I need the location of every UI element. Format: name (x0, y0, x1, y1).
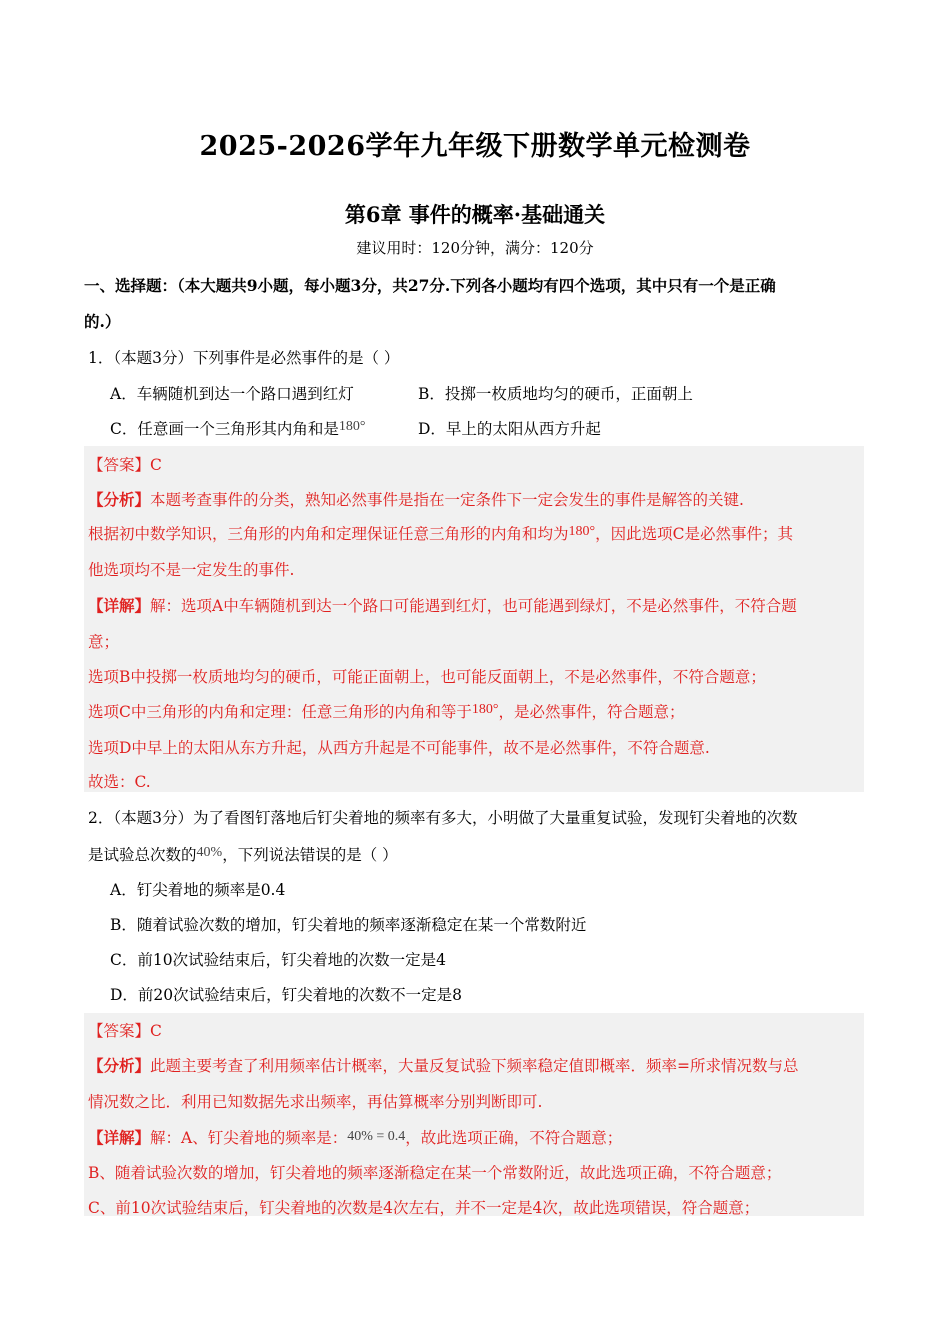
q1-option-b: B．投掷一枚质地均匀的硬币，正面朝上 (418, 385, 693, 403)
q1-detail (88, 594, 797, 616)
q2-detail-1-math: 40% = 0.4 (347, 1129, 406, 1144)
q1-analysis-tag: 【分析】 (88, 490, 151, 509)
q2-option-c: C．前10次试验结束后，钉尖着地的次数一定是4 (110, 951, 446, 969)
q1-conclusion: 故选：C. (88, 773, 151, 791)
q2-answer: 【答案】C (88, 1022, 162, 1040)
q2-stem-math: 40% (196, 845, 223, 860)
q2-analysis (88, 1054, 799, 1076)
q2-detail-tag: 【详解】 (88, 1128, 151, 1147)
q1-analysis-2 (88, 522, 793, 544)
section-heading-cont: 的.） (84, 312, 121, 331)
q2-stem-2b: ，下列说法错误的是（ ） (222, 846, 398, 864)
q1-detail-3a: 选项C中三角形的内角和定理：任意三角形的内角和等于 (88, 703, 472, 721)
q1-detail-4: 选项D中早上的太阳从东方升起，从西方升起是不可能事件，故不是必然事件，不符合题意. (88, 739, 710, 757)
page-title: 2025-2026学年九年级下册数学单元检测卷 (199, 131, 751, 162)
q2-detail-3: C、前10次试验结束后，钉尖着地的次数是4次左右，并不一定是4次，故此选项错误，符合题意； (88, 1199, 760, 1217)
q2-stem-2 (88, 843, 398, 865)
q1-detail-1b: 意； (88, 633, 120, 651)
q2-stem-1: 2．（本题3分）为了看图钉落地后钉尖着地的频率有多大，小明做了大量重复试验，发现钉尖着地的次数 (88, 809, 798, 827)
q1-detail-1: 解：选项A中车辆随机到达一个路口可能遇到红灯，也可能遇到绿灯，不是必然事件，不符合题 (150, 597, 797, 615)
q2-detail (88, 1126, 622, 1148)
q1-analysis-2-math: 180° (568, 524, 596, 539)
q1-option-d: D．早上的太阳从西方升起 (418, 420, 601, 438)
q1-detail-2: 选项B中投掷一枚质地均匀的硬币，可能正面朝上，也可能反面朝上，不是必然事件，不符合题意； (88, 668, 766, 686)
q1-detail-3b: ，是必然事件，符合题意； (498, 703, 685, 721)
q1-detail-3 (88, 700, 685, 722)
q2-detail-1b: ，故此选项正确，不符合题意； (405, 1129, 623, 1147)
q1-answer: 【答案】C (88, 456, 162, 474)
q1-stem: 1．（本题3分）下列事件是必然事件的是（ ） (88, 349, 400, 367)
q2-option-d: D．前20次试验结束后，钉尖着地的次数不一定是8 (110, 986, 463, 1004)
q1-analysis-2b: ，因此选项C是必然事件；其 (595, 525, 793, 543)
q1-option-c (110, 417, 365, 439)
q1-detail-tag: 【详解】 (88, 596, 151, 615)
q2-analysis-tag: 【分析】 (88, 1056, 151, 1075)
q1-analysis-text: 本题考查事件的分类，熟知必然事件是指在一定条件下一定会发生的事件是解答的关键. (150, 491, 744, 509)
q2-analysis-1: 此题主要考查了利用频率估计概率，大量反复试验下频率稳定值即概率．频率=所求情况数与总 (150, 1057, 799, 1075)
q2-option-b: B．随着试验次数的增加，钉尖着地的频率逐渐稳定在某一个常数附近 (110, 916, 587, 934)
q2-detail-2: B、随着试验次数的增加，钉尖着地的频率逐渐稳定在某一个常数附近，故此选项正确，不符合题意； (88, 1164, 782, 1182)
q1-option-c-math: 180° (338, 419, 366, 434)
time-info: 建议用时：120分钟，满分：120分 (356, 239, 594, 257)
q1-option-a: A．车辆随机到达一个路口遇到红灯 (110, 385, 354, 403)
q1-analysis (88, 488, 744, 510)
q2-answer-block (84, 1013, 864, 1216)
q1-analysis-2a: 根据初中数学知识，三角形的内角和定理保证任意三角形的内角和均为 (88, 525, 569, 543)
section-heading: 一、选择题：（本大题共9小题，每小题3分，共27分.下列各小题均有四个选项，其中只有一个是正确 (84, 276, 776, 295)
q2-detail-1a: 解：A、钉尖着地的频率是： (150, 1129, 348, 1147)
q1-analysis-3: 他选项均不是一定发生的事件. (88, 561, 295, 579)
q2-analysis-2: 情况数之比．利用已知数据先求出频率，再估算概率分别判断即可. (88, 1093, 543, 1111)
q2-option-a: A．钉尖着地的频率是0.4 (110, 881, 286, 899)
q1-detail-3-math: 180° (471, 702, 499, 717)
chapter-subtitle: 第6章 事件的概率·基础通关 (344, 202, 606, 227)
q2-stem-2a: 是试验总次数的 (88, 846, 197, 864)
q1-option-c-text: C．任意画一个三角形其内角和是 (110, 420, 339, 438)
